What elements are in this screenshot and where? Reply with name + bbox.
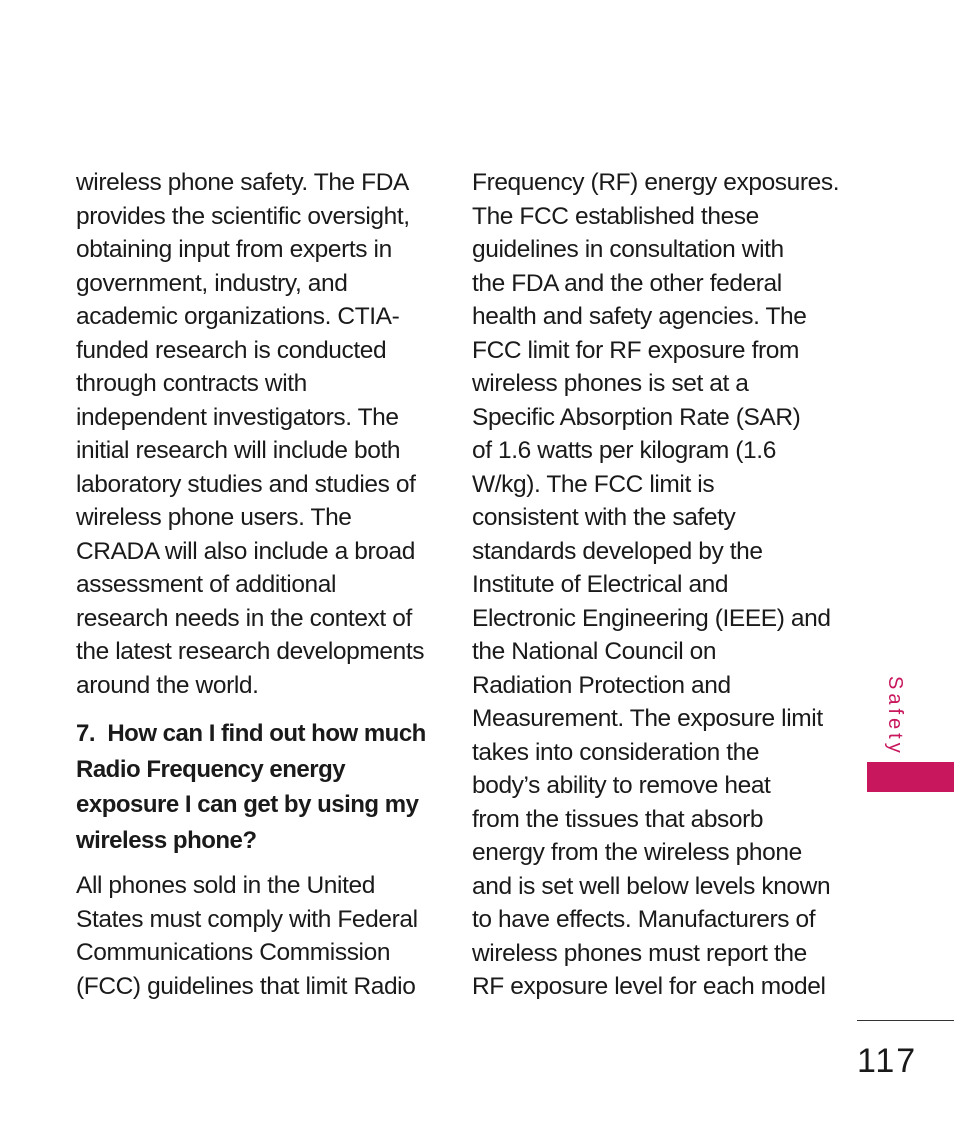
text-line: of 1.6 watts per kilogram (1.6 <box>472 437 776 464</box>
text-line: funded research is conducted <box>76 336 387 364</box>
section-tab-label: Safety <box>884 676 906 757</box>
heading-line: 7. How can I find out how much <box>76 720 426 747</box>
text-line: provides the scientific oversight, <box>76 202 410 230</box>
text-line: Radiation Protection and <box>472 671 731 699</box>
text-line: the latest research developments <box>76 638 425 665</box>
page-number: 117 <box>857 1042 918 1080</box>
text-line: independent investigators. The <box>76 403 399 431</box>
right-column <box>472 166 840 1004</box>
text-line: to have effects. Manufacturers of <box>472 906 816 933</box>
text-line: Communications Commission <box>76 939 391 966</box>
text-line: RF exposure level for each model <box>472 973 826 1000</box>
text-line: All phones sold in the United <box>76 872 375 899</box>
section-heading <box>76 716 436 858</box>
text-line: wireless phone safety. The FDA <box>76 169 409 196</box>
text-line: body’s ability to remove heat <box>472 772 771 799</box>
text-line: takes into consideration the <box>472 738 760 766</box>
text-line: Frequency (RF) energy exposures. <box>472 169 840 196</box>
text-line: standards developed by the <box>472 537 763 565</box>
text-line: (FCC) guidelines that limit Radio <box>76 972 416 1000</box>
body-paragraph-3 <box>472 166 840 1004</box>
text-line: W/kg). The FCC limit is <box>472 470 715 498</box>
text-line: around the world. <box>76 671 259 699</box>
section-tab-marker <box>867 762 954 792</box>
heading-line: Radio Frequency energy <box>76 755 346 783</box>
text-line: Specific Absorption Rate (SAR) <box>472 403 801 431</box>
text-line: academic organizations. CTIA- <box>76 303 400 330</box>
text-line: and is set well below levels known <box>472 872 831 900</box>
heading-line: exposure I can get by using my <box>76 791 419 818</box>
footer-divider <box>857 1020 954 1021</box>
text-line: energy from the wireless phone <box>472 839 802 866</box>
text-line: obtaining input from experts in <box>76 236 392 263</box>
body-paragraph-2 <box>76 869 436 1003</box>
heading-line: wireless phone? <box>76 826 257 854</box>
text-line: health and safety agencies. The <box>472 303 807 330</box>
text-line: guidelines in consultation with <box>472 236 784 263</box>
text-line: assessment of additional <box>76 571 337 598</box>
text-line: research needs in the context of <box>76 604 412 632</box>
text-line: wireless phone users. The <box>76 504 352 531</box>
text-line: CRADA will also include a broad <box>76 537 415 565</box>
text-line: wireless phones is set at a <box>472 370 749 397</box>
text-line: through contracts with <box>76 370 307 397</box>
text-line: Electronic Engineering (IEEE) and <box>472 604 831 632</box>
left-column <box>76 166 436 1003</box>
text-line: government, industry, and <box>76 269 348 297</box>
text-line: The FCC established these <box>472 202 759 230</box>
text-line: wireless phones must report the <box>472 939 807 967</box>
text-line: laboratory studies and studies of <box>76 470 416 498</box>
text-line: from the tissues that absorb <box>472 805 764 833</box>
text-line: States must comply with Federal <box>76 905 418 933</box>
text-line: Institute of Electrical and <box>472 571 729 598</box>
text-line: the National Council on <box>472 638 717 665</box>
text-line: FCC limit for RF exposure from <box>472 336 799 364</box>
text-line: Measurement. The exposure limit <box>472 705 823 732</box>
text-line: the FDA and the other federal <box>472 269 782 297</box>
text-line: consistent with the safety <box>472 504 736 531</box>
body-paragraph-1 <box>76 166 436 702</box>
text-line: initial research will include both <box>76 437 401 464</box>
